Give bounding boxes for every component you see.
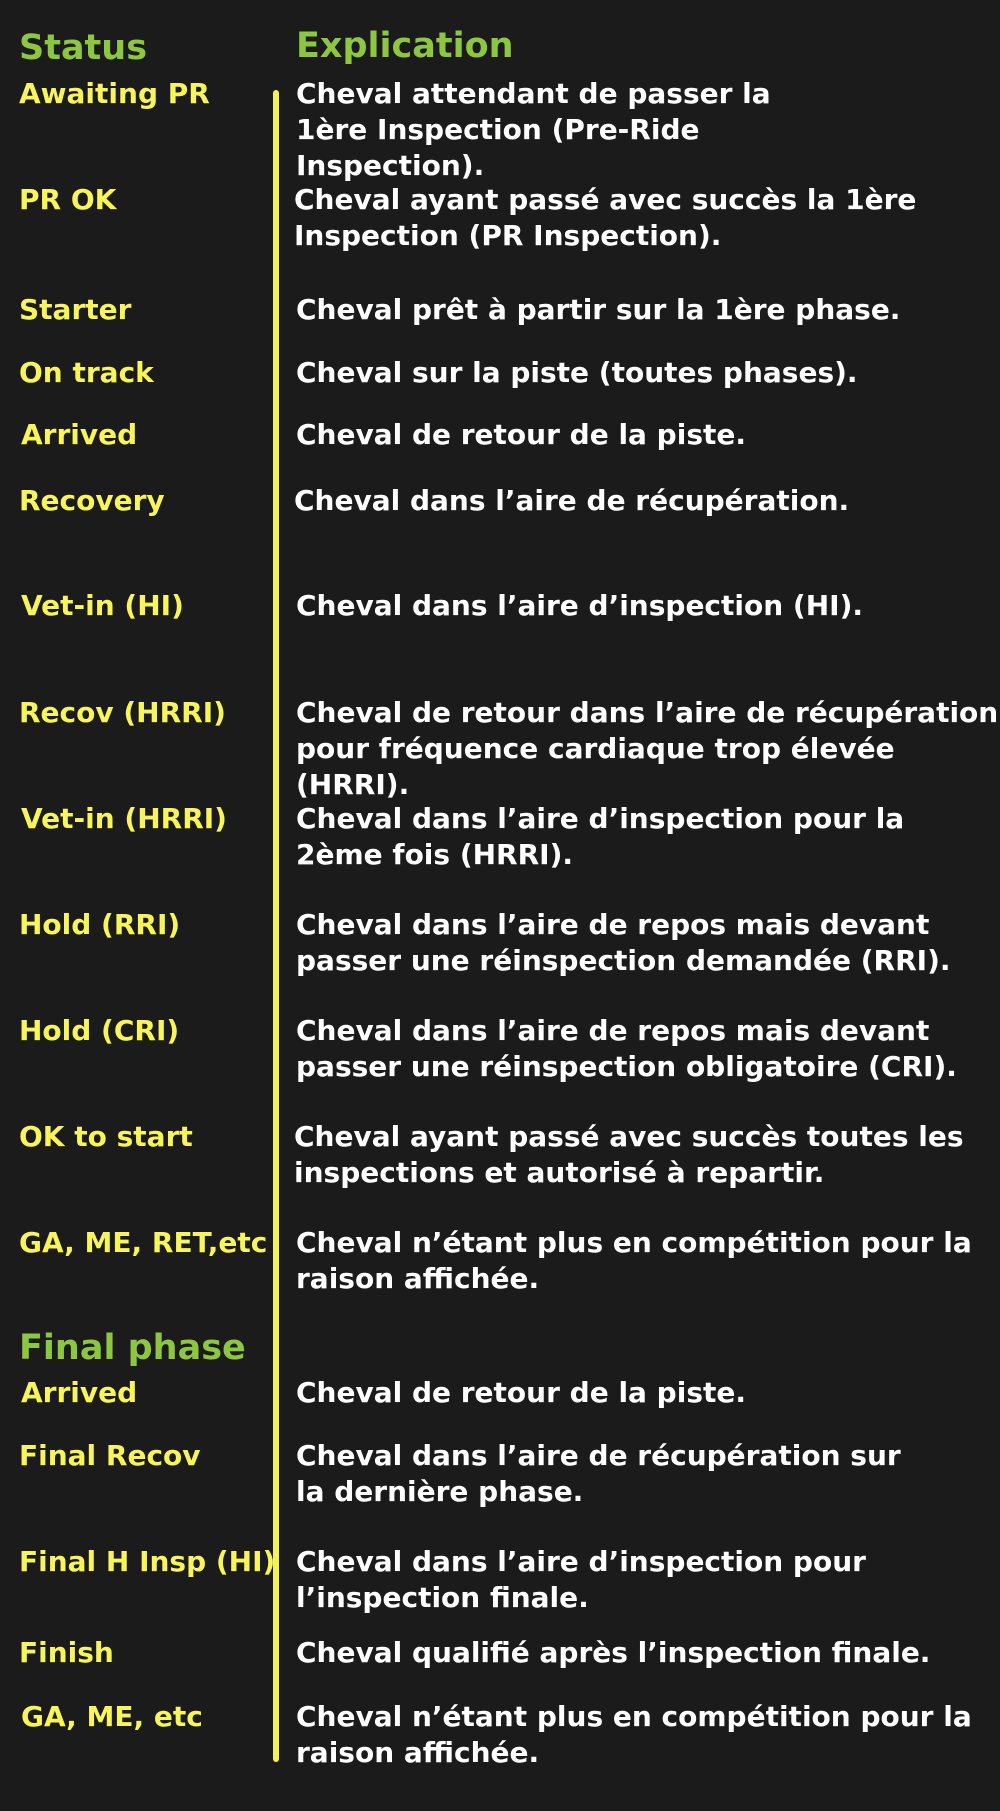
column-divider xyxy=(273,90,279,1762)
explanation-recovery: Cheval dans l’aire de récupération. xyxy=(294,484,850,517)
explanation-recov-hrri: Cheval de retour dans l’aire de récupération pour fréquence cardiaque trop élevée (HRRI). xyxy=(296,696,999,801)
status-recov-hrri: Recov (HRRI) xyxy=(19,696,226,729)
status-ga-me-ret: GA, ME, RET,etc xyxy=(19,1226,268,1259)
status-awaiting-pr: Awaiting PR xyxy=(19,77,210,110)
explanation-final-recov: Cheval dans l’aire de récupération sur la dernière phase. xyxy=(296,1439,901,1508)
explanation-awaiting-pr: Cheval attendant de passer la 1ère Inspection (Pre-Ride Inspection). xyxy=(296,77,771,182)
explanation-vet-in-hrri: Cheval dans l’aire d’inspection pour la 2ème fois (HRRI). xyxy=(296,802,905,871)
status-on-track: On track xyxy=(19,356,154,389)
status-final-h-insp: Final H Insp (HI) xyxy=(19,1545,276,1578)
explication-column-header: Explication xyxy=(296,26,514,66)
status-starter: Starter xyxy=(19,293,132,326)
status-ok-to-start: OK to start xyxy=(19,1120,193,1153)
status-vet-in-hi: Vet-in (HI) xyxy=(21,589,184,622)
status-hold-cri: Hold (CRI) xyxy=(19,1014,180,1047)
explanation-arrived: Cheval de retour de la piste. xyxy=(296,418,746,451)
status-final-arrived: Arrived xyxy=(21,1376,138,1409)
status-hold-rri: Hold (RRI) xyxy=(19,908,181,941)
explanation-vet-in-hi: Cheval dans l’aire d’inspection (HI). xyxy=(296,589,864,622)
explanation-final-h-insp: Cheval dans l’aire d’inspection pour l’inspection finale. xyxy=(296,1545,866,1614)
explanation-hold-cri: Cheval dans l’aire de repos mais devant passer une réinspection obligatoire (CRI). xyxy=(296,1014,957,1083)
explanation-starter: Cheval prêt à partir sur la 1ère phase. xyxy=(296,293,901,326)
explanation-ga-me-ret: Cheval n’étant plus en compétition pour la raison affichée. xyxy=(296,1226,972,1295)
status-recovery: Recovery xyxy=(19,484,165,517)
explanation-hold-rri: Cheval dans l’aire de repos mais devant passer une réinspection demandée (RRI). xyxy=(296,908,951,977)
status-ga-me: GA, ME, etc xyxy=(21,1700,203,1733)
status-arrived: Arrived xyxy=(21,418,138,451)
explanation-ga-me: Cheval n’étant plus en compétition pour la raison affichée. xyxy=(296,1700,972,1769)
final-phase-header: Final phase xyxy=(19,1328,246,1368)
explanation-final-arrived: Cheval de retour de la piste. xyxy=(296,1376,746,1409)
status-finish: Finish xyxy=(19,1636,114,1669)
explanation-finish: Cheval qualifié après l’inspection finale. xyxy=(296,1636,931,1669)
explanation-pr-ok: Cheval ayant passé avec succès la 1ère Inspection (PR Inspection). xyxy=(294,183,917,252)
status-final-recov: Final Recov xyxy=(19,1439,201,1472)
explanation-ok-to-start: Cheval ayant passé avec succès toutes les inspections et autorisé à repartir. xyxy=(294,1120,964,1189)
explanation-on-track: Cheval sur la piste (toutes phases). xyxy=(296,356,858,389)
status-vet-in-hrri: Vet-in (HRRI) xyxy=(21,802,227,835)
status-pr-ok: PR OK xyxy=(19,183,117,216)
status-column-header: Status xyxy=(19,28,148,68)
